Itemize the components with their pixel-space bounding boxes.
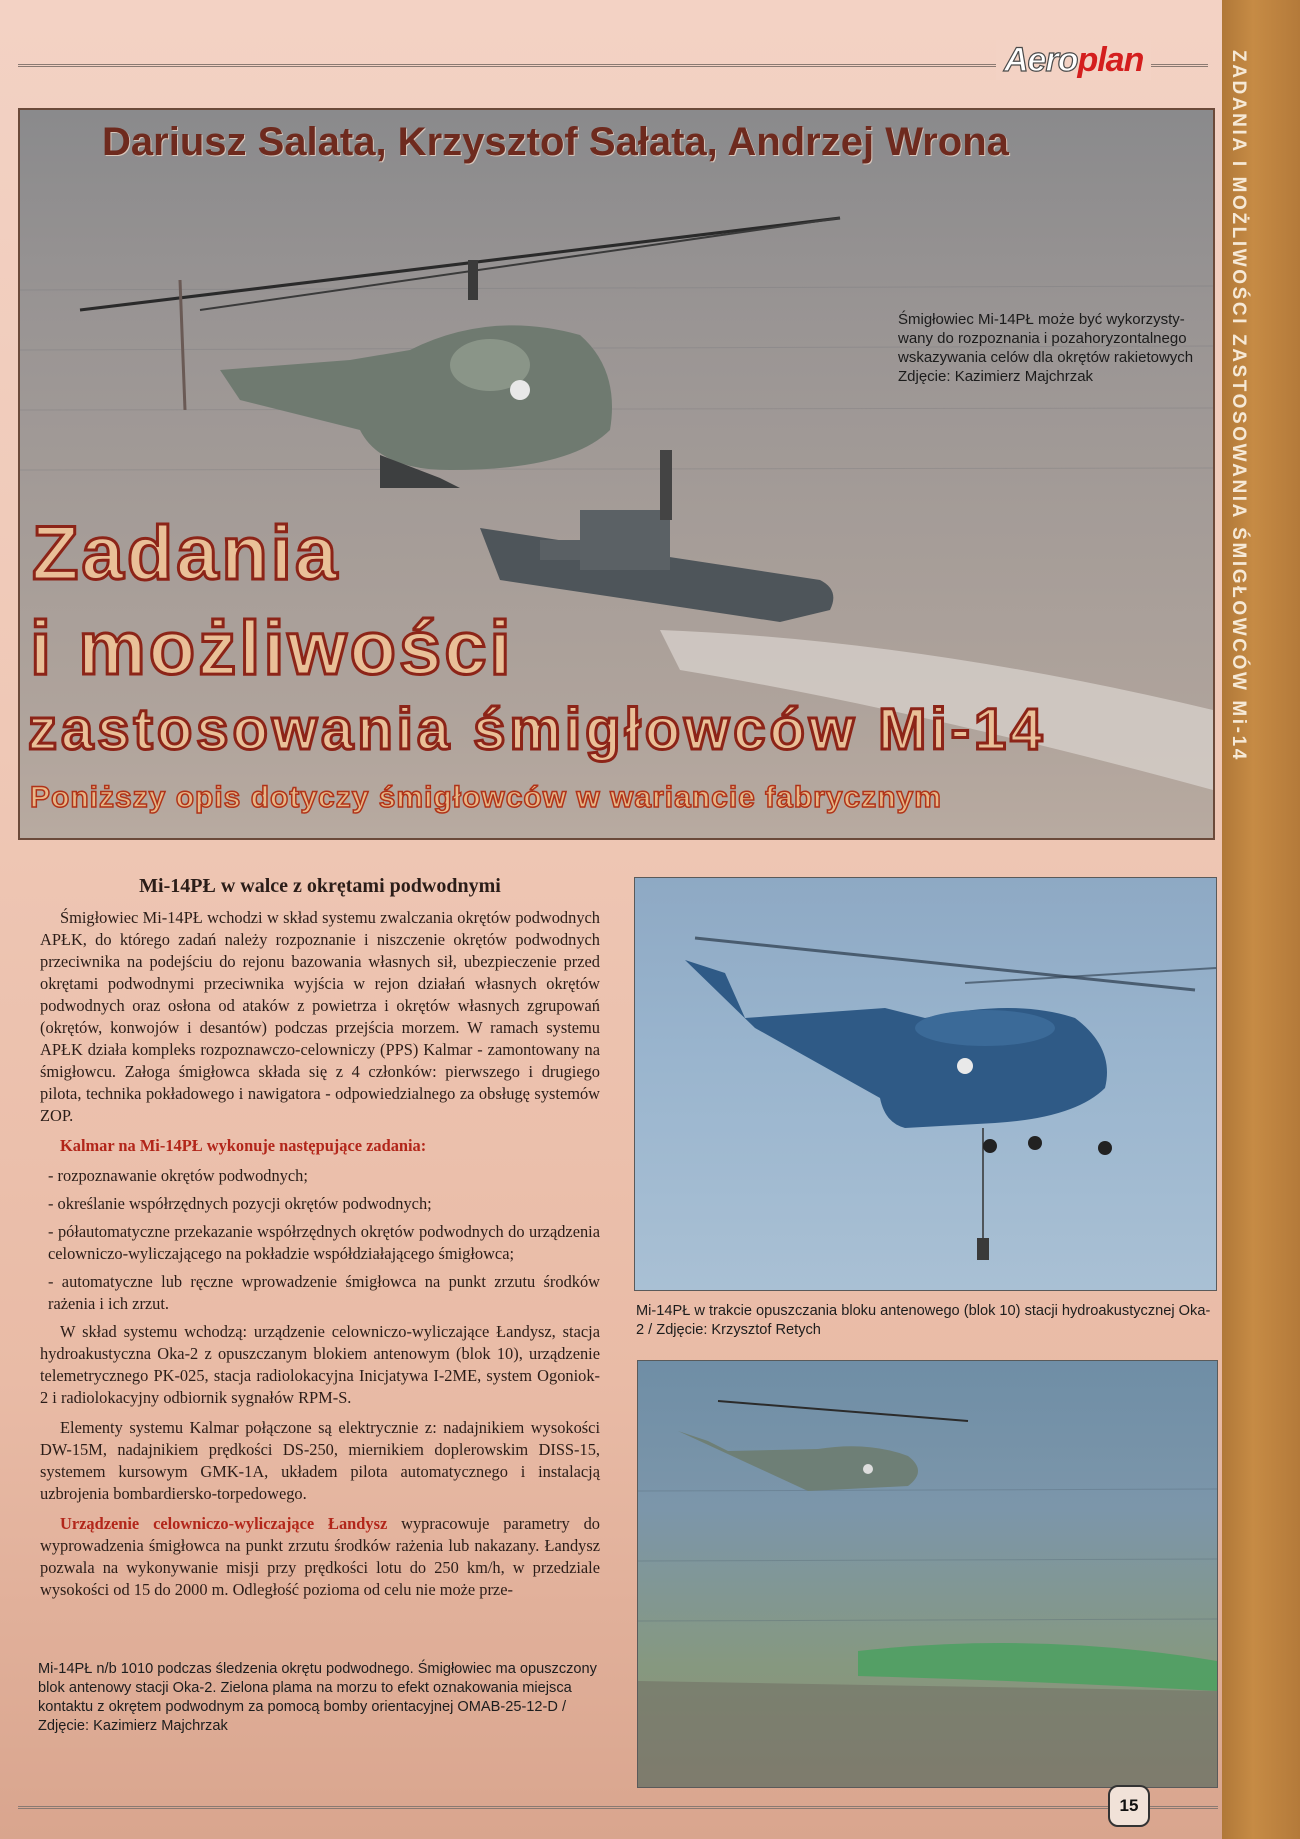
title-line-3: zastosowania śmigłowców Mi-14 bbox=[28, 697, 1047, 762]
photo1-caption: Mi-14PŁ w trakcie opuszczania bloku antenowego (blok 10) stacji hydroakustycznej Oka-2 / Zdjęcie: Krzysztof Retych bbox=[636, 1303, 1211, 1338]
list-item: - półautomatyczne przekazanie współrzędnych okrętów podwodnych do urządzenia celowniczo-wyliczającego na pokładzie współdziałającego śmigłowca; bbox=[48, 1222, 600, 1263]
title-line-1: Zadania bbox=[32, 511, 341, 596]
paragraph bbox=[40, 1513, 600, 1601]
bottom-rule bbox=[18, 1806, 1218, 1809]
helicopter-icon bbox=[80, 218, 840, 488]
authors: Dariusz Salata, Krzysztof Sałata, Andrzej Wrona bbox=[102, 120, 1009, 164]
paragraph-text: wypracowuje parametry do wyprowadzenia śmigłowca na punkt zrzutu środków rażenia lub nakazany. Łandysz pozwala na wykonywanie misji przy prędkości lotu do 250 km/h, w przedziale wysokości od 15 do 2000 m. Odległość pozioma od celu nie może prze- bbox=[40, 1514, 600, 1599]
photo-helicopter-sea bbox=[637, 1360, 1218, 1788]
list-item: - rozpoznawanie okrętów podwodnych; bbox=[48, 1166, 308, 1185]
hero-caption: Śmigłowiec Mi-14PŁ może być wykorzysty-wany do rozpoznania i pozahoryzontalnego wskazywania celów dla okrętów rakietowych Zdjęcie: Kazimierz Majchrzak bbox=[898, 311, 1194, 385]
helicopter-icon bbox=[635, 878, 1216, 1290]
paragraph: Śmigłowiec Mi-14PŁ wchodzi w skład systemu zwalczania okrętów podwodnych APŁK, do którego zadań należy rozpoznanie i niszczenie okrętów podwodnych przeciwnika na podejściu do rejonu bazowania własnych sił, ubezpieczenie przed okrętami podwodnymi przeciwnika wyjścia w rejon działań własnych okrętów podwodnych oraz osłona od ataków z powietrza i okrętów własnych zgrupowań (okrętów, konwojów i desantów) podczas przejścia morzem. W ramach systemu APŁK działa kompleks rozpoznawczo-celowniczy (PPS) Kalmar - zamontowany na śmigłowcu. Załoga śmigłowca składa się z 4 członków: pierwszego i drugiego pilota, technika pokładowego i nawigatora - odpowiedzialnego za obsługę systemów ZOP. bbox=[40, 908, 600, 1125]
page-number: 15 bbox=[1108, 1785, 1150, 1827]
paragraph: Elementy systemu Kalmar połączone są elektrycznie z: nadajnikiem wysokości DW-15M, nadajnikiem prędkości DS-250, miernikiem doplerowskim DISS-15, systemem kursowym GMK-1A, układem pilota automatycznego i instalacją uzbrojenia bombardiersko-torpedowego. bbox=[40, 1418, 600, 1503]
list-item: - automatyczne lub ręczne wprowadzenie śmigłowca na punkt zrzutu środków rażenia i ich zrzut. bbox=[48, 1272, 600, 1313]
photo2-caption: Mi-14PŁ n/b 1010 podczas śledzenia okrętu podwodnego. Śmigłowiec ma opuszczony blok antenowy stacji Oka-2. Zielona plama na morzu to efekt oznakowania miejsca kontaktu z okrętem podwodnym za pomocą bomby orientacyjnej OMAB-25-12-D / Zdjęcie: Kazimierz Majchrzak bbox=[38, 1661, 597, 1734]
photo-helicopter-sky bbox=[634, 877, 1217, 1291]
landysz-lead: Urządzenie celowniczo-wyliczające Łandysz bbox=[60, 1514, 388, 1533]
section-heading: Mi-14PŁ w walce z okrętami podwodnymi bbox=[139, 875, 501, 897]
magazine-logo: Aeroplan bbox=[996, 40, 1151, 80]
title-line-2: i możliwości bbox=[30, 606, 514, 691]
list-item: - określanie współrzędnych pozycji okrętów podwodnych; bbox=[48, 1194, 432, 1213]
subtitle: Poniższy opis dotyczy śmigłowców w wariancie fabrycznym bbox=[30, 781, 942, 814]
paragraph: W skład systemu wchodzą: urządzenie celowniczo-wyliczające Łandysz, stacja hydroakustyczna Oka-2 z opuszczanym blokiem antenowym (blok 10), urządzenie telemetrycznego PK-025, stacja radiolokacyjna Inicjatywa I-2ME, system Ogoniok-2 i radiolokacyjny odbiornik sygnałów RPM-S. bbox=[40, 1322, 600, 1407]
warship-icon bbox=[480, 450, 833, 622]
kalmar-heading: Kalmar na Mi-14PŁ wykonuje następujące zadania: bbox=[60, 1136, 427, 1155]
helicopter-sea-illustration bbox=[638, 1361, 1217, 1787]
article-body bbox=[40, 875, 600, 1609]
hero-photo bbox=[18, 108, 1215, 840]
sidebar-title: ZADANIA I MOŻLIWOŚCI ZASTOSOWANIA ŚMIGŁOWCÓW Mi-14 bbox=[1228, 50, 1249, 762]
